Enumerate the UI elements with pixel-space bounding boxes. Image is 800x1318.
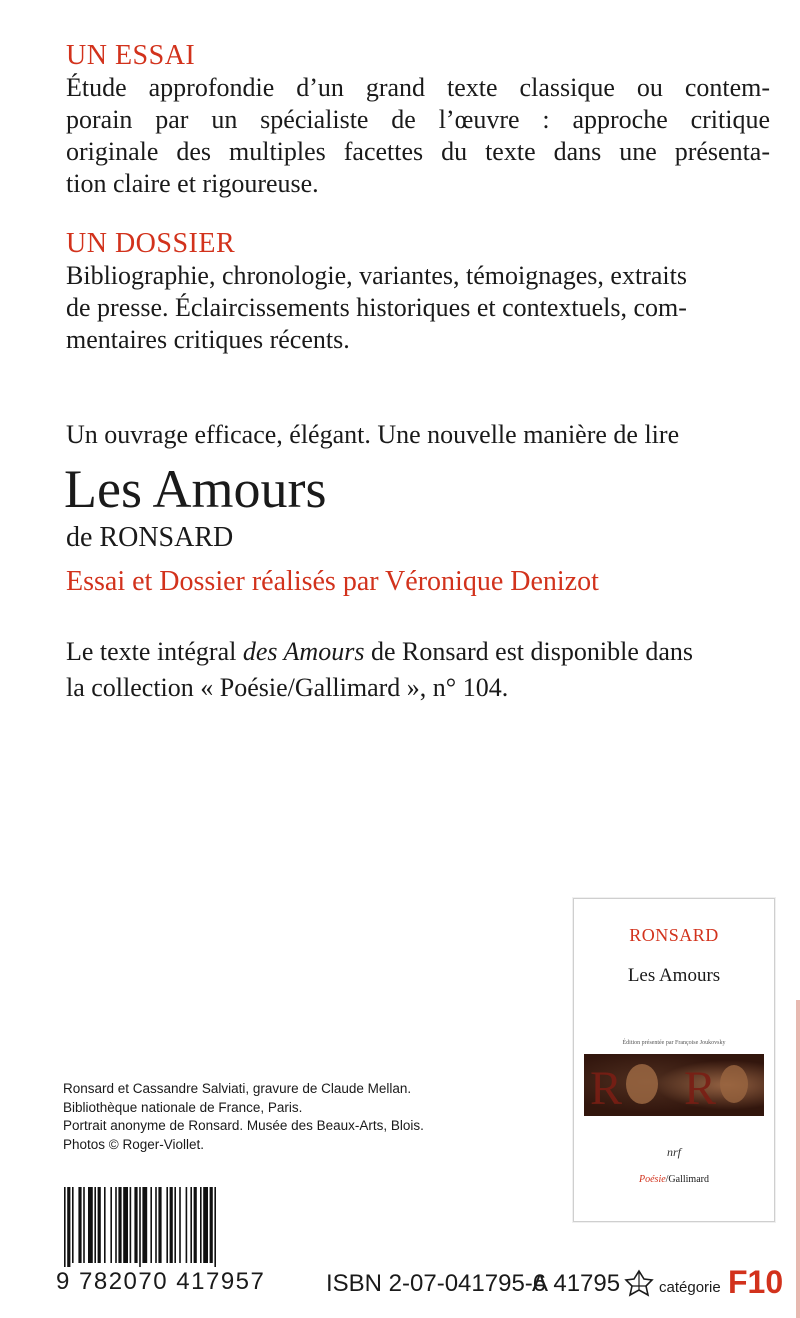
barcode-bar (194, 1187, 197, 1263)
barcode-bar (170, 1187, 173, 1263)
essai-line: tion claire et rigoureuse. (66, 169, 319, 198)
barcode-bar (200, 1187, 202, 1263)
essai-line: Étude approfondie d’un grand texte classique ou contem- (66, 73, 770, 102)
barcode-bar (78, 1187, 81, 1263)
essai-paragraph (66, 72, 770, 200)
barcode-bar (190, 1187, 192, 1263)
isbn-barcode (62, 1187, 282, 1267)
availability-line-2: la collection « Poésie/Gallimard », n° 104. (66, 673, 509, 702)
credit-line: Ronsard et Cassandre Salviati, gravure de Claude Mellan. (63, 1081, 412, 1096)
book-title: Les Amours (64, 459, 327, 519)
barcode-bar (139, 1187, 141, 1267)
barcode-bar (115, 1187, 117, 1263)
barcode-bar (130, 1187, 132, 1263)
barcode-digits: 9 782070 417957 (56, 1268, 266, 1295)
cover-edge-stripe (796, 1000, 800, 1318)
barcode-bar (210, 1187, 213, 1263)
barcode-bar (158, 1187, 161, 1263)
dossier-heading: UN DOSSIER (66, 228, 236, 259)
photo-credits (63, 1080, 424, 1154)
cover-title: Les Amours (627, 965, 721, 986)
barcode-bar (123, 1187, 128, 1263)
credit-line: Portrait anonyme de Ronsard. Musée des Beaux-Arts, Blois. (63, 1118, 424, 1133)
svg-text:R: R (590, 1062, 623, 1115)
dossier-line: de presse. Éclaircissements historiques et contextuels, com- (66, 293, 687, 322)
book-byline: Essai et Dossier réalisés par Véronique Denizot (66, 566, 599, 597)
category-code: F10 (728, 1264, 784, 1300)
barcode-bar (134, 1187, 137, 1263)
article-code: A 41795 (532, 1270, 621, 1297)
cover-portrait-image (584, 1054, 764, 1116)
gallimard-logo-icon (623, 1268, 655, 1303)
category-label: catégorie (659, 1279, 721, 1296)
cover-collection (574, 1174, 774, 1185)
dossier-line: Bibliographie, chronologie, variantes, témoignages, extraits (66, 261, 687, 290)
barcode-bar (142, 1187, 147, 1263)
dossier-paragraph (66, 260, 770, 356)
essai-heading: UN ESSAI (66, 40, 196, 71)
barcode-bar (64, 1187, 66, 1267)
barcode-bar (186, 1187, 188, 1263)
barcode-bar (83, 1187, 85, 1263)
essai-line: originale des multiples facettes du texte dans une présenta- (66, 137, 770, 166)
availability-note (66, 634, 693, 706)
barcode-bar (150, 1187, 152, 1263)
barcode-bar (94, 1187, 96, 1263)
barcode-bar (88, 1187, 93, 1263)
barcode-bar (98, 1187, 101, 1263)
isbn-number: ISBN 2-07-041795-6 (326, 1270, 547, 1297)
tagline: Un ouvrage efficace, élégant. Une nouvelle manière de lire (66, 420, 680, 449)
cover-edition-note: Édition présentée par Françoise Joukovsky (622, 1040, 726, 1046)
availability-text: de Ronsard est disponible dans (364, 637, 694, 666)
dossier-line: mentaires critiques récents. (66, 325, 350, 354)
essai-line: porain par un spécialiste de l’œuvre : approche critique (66, 105, 770, 134)
cover-nrf-mark: nrf (666, 1145, 681, 1159)
barcode-bar (118, 1187, 121, 1263)
barcode-bar (72, 1187, 74, 1263)
barcode-bar (179, 1187, 181, 1263)
credit-line: Photos © Roger-Viollet. (63, 1136, 205, 1152)
availability-line-1 (66, 634, 693, 670)
barcode-bar (67, 1187, 70, 1267)
book-author: de RONSARD (66, 522, 234, 553)
availability-italic-title: des Amours (242, 637, 365, 666)
cover-collection-poesie: Poésie (639, 1174, 666, 1185)
barcode-bar (214, 1187, 216, 1267)
barcode-bar (166, 1187, 168, 1263)
poesie-gallimard-cover (573, 898, 775, 1222)
barcode-bar (174, 1187, 176, 1263)
barcode-bar (104, 1187, 106, 1263)
availability-text: Le texte intégral (66, 637, 243, 666)
cover-author: RONSARD (629, 925, 719, 945)
cover-portrait-illustration (584, 1054, 764, 1116)
svg-text:R: R (684, 1062, 717, 1115)
barcode-bar (110, 1187, 112, 1263)
credit-line: Bibliothèque nationale de France, Paris. (63, 1099, 303, 1115)
barcode-bar (203, 1187, 208, 1263)
barcode-bar (155, 1187, 157, 1263)
cover-collection-gallimard: /Gallimard (665, 1174, 709, 1185)
